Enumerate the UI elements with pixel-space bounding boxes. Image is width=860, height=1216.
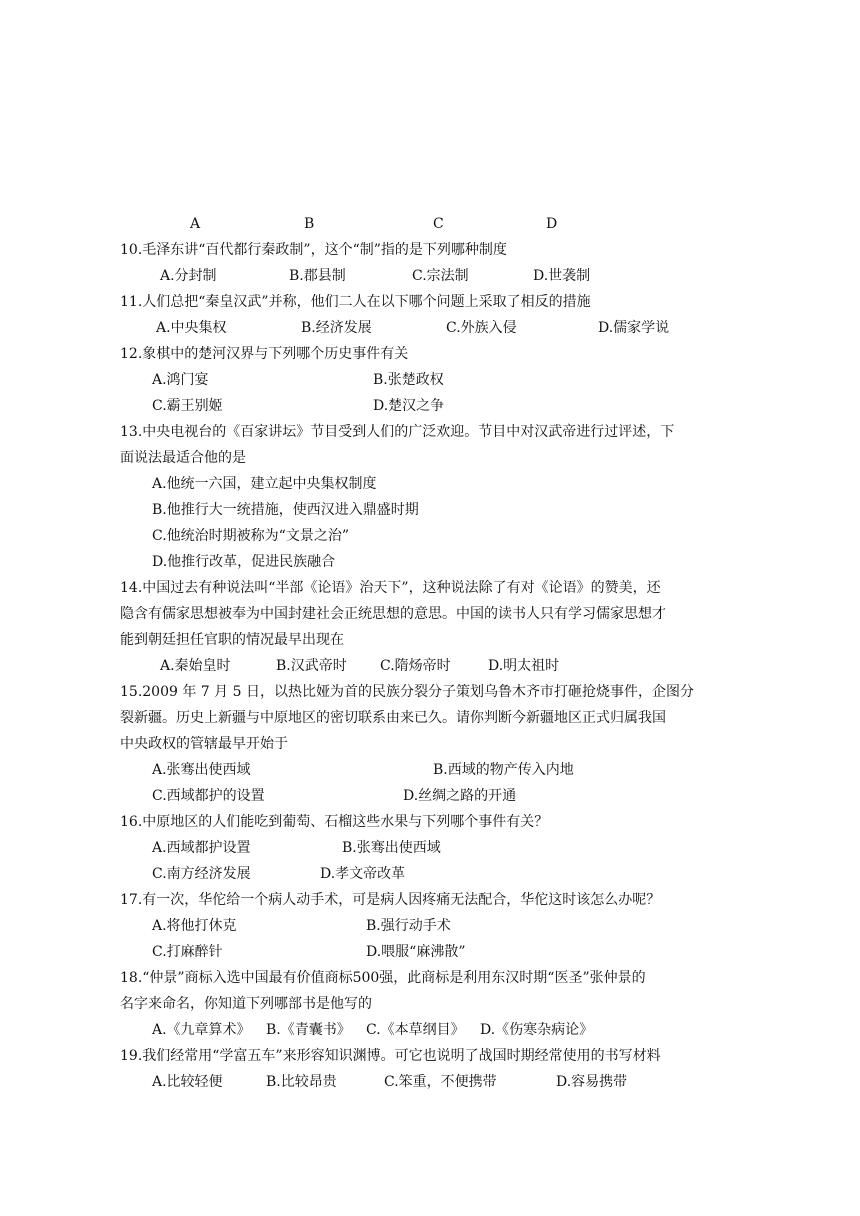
question-13-option-a: A.他统一六国，建立起中央集权制度 xyxy=(152,476,377,492)
question-18-option-b: B.《青囊书》 xyxy=(266,1022,351,1038)
question-11-option-b: B.经济发展 xyxy=(301,320,372,336)
question-13-stem-line-1: 13.中央电视台的《百家讲坛》节目受到人们的广泛欢迎。节目中对汉武帝进行过评述，下 xyxy=(120,424,675,440)
question-17-option-b: B.强行动手术 xyxy=(366,918,451,934)
question-10-option-c: C.宗法制 xyxy=(412,268,469,284)
question-18-option-d: D.《伤寒杂病论》 xyxy=(480,1022,594,1038)
question-14-stem-line-2: 隐含有儒家思想被奉为中国封建社会正统思想的意思。中国的读书人只有学习儒家思想才 xyxy=(120,606,666,622)
question-14-option-a: A.秦始皇时 xyxy=(160,658,231,674)
question-12-option-d: D.楚汉之争 xyxy=(373,398,445,414)
question-19-stem: 19.我们经常用“学富五车”来形容知识渊博。可它也说明了战国时期经常使用的书写材料 xyxy=(120,1048,661,1064)
question-15-stem-line-3: 中央政权的管辖最早开始于 xyxy=(120,736,288,752)
question-16-option-c: C.南方经济发展 xyxy=(152,866,251,882)
question-19-option-d: D.容易携带 xyxy=(556,1074,628,1090)
question-14-option-b: B.汉武帝时 xyxy=(276,658,347,674)
question-15-option-d: D.丝绸之路的开通 xyxy=(403,788,517,804)
question-14-option-d: D.明太祖时 xyxy=(488,658,560,674)
question-15-option-a: A.张骞出使西域 xyxy=(152,762,251,778)
question-16-option-d: D.孝文帝改革 xyxy=(320,866,406,882)
question-17-option-c: C.打麻醉针 xyxy=(152,944,223,960)
question-19-option-b: B.比较昂贵 xyxy=(266,1074,337,1090)
image-label-a: A xyxy=(190,216,201,232)
question-14-stem-line-1: 14.中国过去有种说法叫“半部《论语》治天下”，这种说法除了有对《论语》的赞美，还 xyxy=(120,580,661,596)
question-10-option-d: D.世袭制 xyxy=(533,268,591,284)
question-12-option-a: A.鸿门宴 xyxy=(152,372,209,388)
image-label-c: C xyxy=(433,216,444,232)
question-17-stem: 17.有一次，华佗给一个病人动手术，可是病人因疼痛无法配合，华佗这时该怎么办呢？ xyxy=(120,892,661,908)
image-label-d: D xyxy=(546,216,558,232)
question-11-option-a: A.中央集权 xyxy=(156,320,227,336)
question-12-option-b: B.张楚政权 xyxy=(373,372,444,388)
question-13-stem-line-2: 面说法最适合他的是 xyxy=(120,450,246,466)
question-18-stem-line-1: 18.“仲景”商标入选中国最有价值商标500强，此商标是利用东汉时期“医圣”张仲景的 xyxy=(120,970,646,986)
question-14-option-c: C.隋炀帝时 xyxy=(380,658,451,674)
question-16-stem: 16.中原地区的人们能吃到葡萄、石榴这些水果与下列哪个事件有关？ xyxy=(120,814,549,830)
question-19-option-a: A.比较轻便 xyxy=(152,1074,223,1090)
question-15-option-c: C.西域都护的设置 xyxy=(152,788,265,804)
question-18-stem-line-2: 名字来命名，你知道下列哪部书是他写的 xyxy=(120,996,372,1012)
question-17-option-d: D.喂服“麻沸散” xyxy=(366,944,466,960)
question-16-option-a: A.西域都护设置 xyxy=(152,840,251,856)
question-11-option-d: D.儒家学说 xyxy=(598,320,670,336)
question-14-stem-line-3: 能到朝廷担任官职的情况最早出现在 xyxy=(120,632,344,648)
image-label-b: B xyxy=(304,216,315,232)
question-12-option-c: C.霸王别姬 xyxy=(152,398,223,414)
question-12-stem: 12.象棋中的楚河汉界与下列哪个历史事件有关 xyxy=(120,346,409,362)
question-15-option-b: B.西域的物产传入内地 xyxy=(433,762,574,778)
question-17-option-a: A.将他打休克 xyxy=(152,918,237,934)
question-10-option-b: B.郡县制 xyxy=(289,268,346,284)
question-13-option-d: D.他推行改革，促进民族融合 xyxy=(152,554,336,570)
question-18-option-c: C.《本草纲目》 xyxy=(366,1022,465,1038)
question-11-stem: 11.人们总把“秦皇汉武”并称，他们二人在以下哪个问题上采取了相反的措施 xyxy=(120,294,591,310)
question-13-option-b: B.他推行大一统措施，使西汉进入鼎盛时期 xyxy=(152,502,419,518)
question-15-stem-line-1: 15.2009 年 7 月 5 日，以热比娅为首的民族分裂分子策划乌鲁木齐市打砸抢烧事件，企图分 xyxy=(120,684,694,700)
question-15-stem-line-2: 裂新疆。历史上新疆与中原地区的密切联系由来已久。请你判断今新疆地区正式归属我国 xyxy=(120,710,666,726)
question-11-option-c: C.外族入侵 xyxy=(446,320,517,336)
question-16-option-b: B.张骞出使西域 xyxy=(342,840,441,856)
question-19-option-c: C.笨重，不便携带 xyxy=(384,1074,497,1090)
question-18-option-a: A.《九章算术》 xyxy=(152,1022,251,1038)
question-13-option-c: C.他统治时期被称为“文景之治” xyxy=(152,528,349,544)
question-10-option-a: A.分封制 xyxy=(160,268,217,284)
question-10-stem: 10.毛泽东讲“百代都行秦政制”，这个“制”指的是下列哪种制度 xyxy=(120,242,507,258)
